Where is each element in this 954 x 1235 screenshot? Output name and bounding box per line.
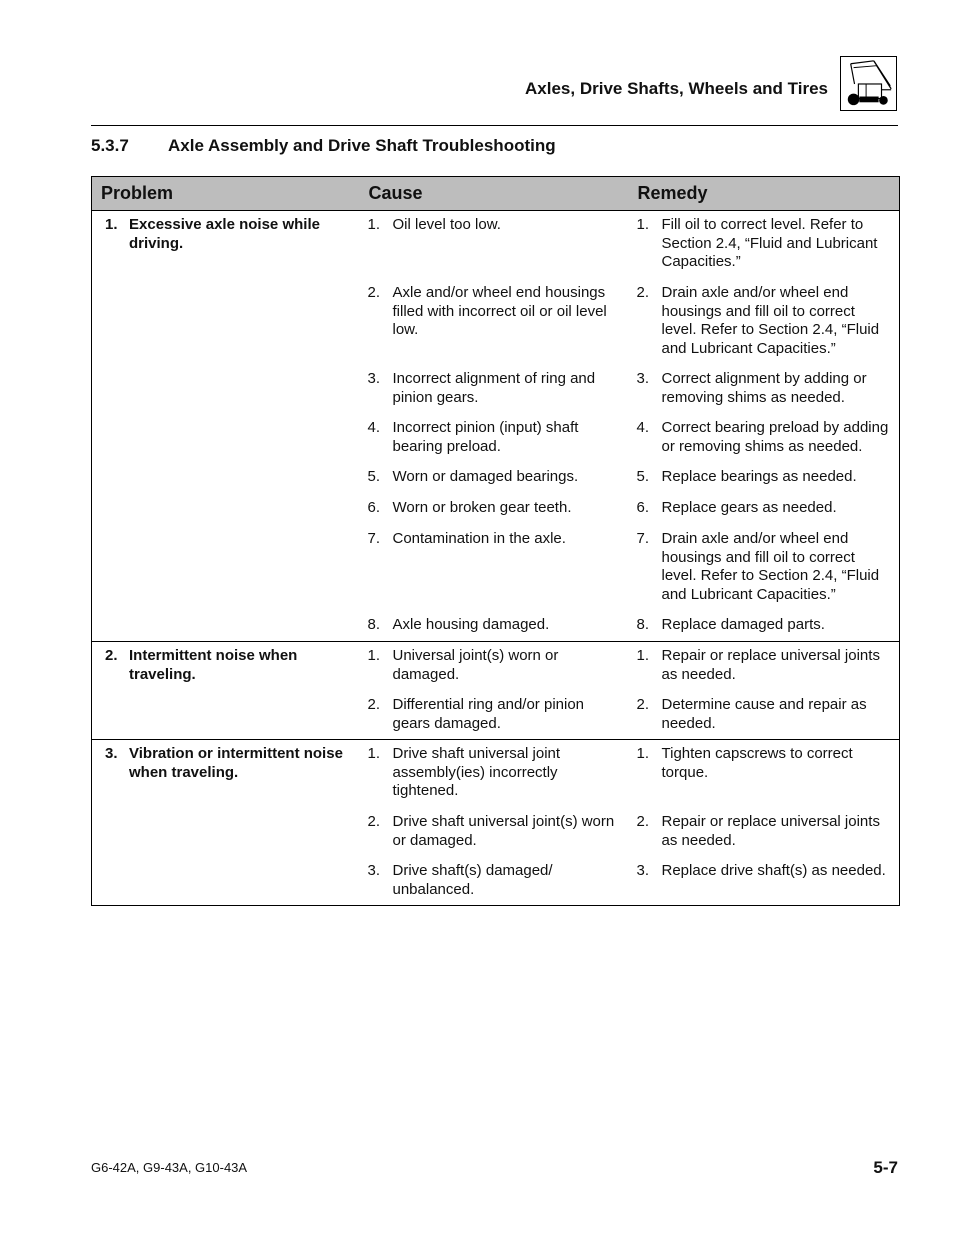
remedy-item [629, 862, 900, 899]
column-header-problem: Problem [92, 177, 360, 211]
remedy-item-text: Replace gears as needed. [661, 499, 837, 516]
remedy-cell [629, 642, 900, 740]
remedy-item-text: Repair or replace universal joints as needed. [661, 647, 880, 683]
problem-line [92, 647, 360, 684]
cause-item-text: Incorrect alignment of ring and pinion gears. [392, 370, 596, 406]
cause-item [360, 813, 629, 850]
cause-cell [360, 740, 629, 906]
header-rule [91, 125, 898, 126]
table-row [92, 740, 900, 906]
remedy-item-text: Drain axle and/or wheel end housings and fill oil to correct level. Refer to Section 2.4, “Fluid and Lubricant Capacities.” [661, 284, 880, 357]
cause-item-text: Axle and/or wheel end housings filled with incorrect oil or oil level low. [392, 284, 607, 338]
header-title: Axles, Drive Shafts, Wheels and Tires [525, 79, 828, 98]
cause-item [360, 499, 629, 518]
cause-item-text: Drive shaft universal joint(s) worn or damaged. [392, 813, 615, 849]
section-heading [91, 136, 556, 156]
section-title: Axle Assembly and Drive Shaft Troubleshooting [168, 136, 556, 155]
cause-item [360, 530, 629, 604]
cause-item-number: 5. [367, 468, 381, 485]
remedy-item-text: Drain axle and/or wheel end housings and fill oil to correct level. Refer to Section 2.4, “Fluid and Lubricant Capacities.” [661, 530, 880, 603]
remedy-item-number: 8. [636, 616, 650, 633]
cause-item-number: 4. [367, 419, 381, 436]
problem-cell [92, 211, 360, 642]
column-header-remedy: Remedy [629, 177, 900, 211]
remedy-item-text: Replace drive shaft(s) as needed. [661, 862, 886, 879]
cause-item-text: Drive shaft universal joint assembly(ies) incorrectly tightened. [392, 745, 561, 799]
remedy-item [629, 530, 900, 604]
cause-item-text: Axle housing damaged. [392, 616, 550, 633]
cause-item-number: 8. [367, 616, 381, 633]
cause-item-number: 1. [367, 745, 381, 762]
problem-number: 2. [105, 647, 118, 664]
section-number: 5.3.7 [91, 136, 129, 155]
troubleshooting-table-wrap [91, 176, 899, 906]
cause-item-text: Contamination in the axle. [392, 530, 566, 547]
cause-item [360, 284, 629, 358]
remedy-item-number: 2. [636, 813, 650, 830]
remedy-item-number: 6. [636, 499, 650, 516]
remedy-item-number: 2. [636, 696, 650, 713]
cause-item-number: 1. [367, 647, 381, 664]
cause-item-number: 7. [367, 530, 381, 547]
problem-text: Intermittent noise when traveling. [129, 647, 298, 683]
cause-item [360, 862, 629, 899]
table-header-row [92, 177, 900, 211]
remedy-item-text: Correct alignment by adding or removing shims as needed. [661, 370, 867, 406]
cause-item-text: Worn or damaged bearings. [392, 468, 579, 485]
cause-cell [360, 211, 629, 642]
remedy-item-number: 1. [636, 745, 650, 762]
remedy-item-text: Repair or replace universal joints as needed. [661, 813, 880, 849]
cause-item-text: Incorrect pinion (input) shaft bearing preload. [392, 419, 579, 455]
remedy-item-number: 3. [636, 370, 650, 387]
problem-line [92, 745, 360, 782]
remedy-item-number: 2. [636, 284, 650, 301]
cause-item [360, 616, 629, 635]
footer-models: G6-42A, G9-43A, G10-43A [91, 1160, 248, 1175]
remedy-item-text: Determine cause and repair as needed. [661, 696, 867, 732]
problem-text: Excessive axle noise while driving. [129, 216, 320, 252]
cause-item [360, 468, 629, 487]
remedy-item-number: 3. [636, 862, 650, 879]
troubleshooting-table [91, 176, 900, 906]
page-number: 5-7 [873, 1158, 898, 1177]
column-header-cause: Cause [360, 177, 629, 211]
remedy-item-text: Replace damaged parts. [661, 616, 825, 633]
remedy-item-number: 5. [636, 468, 650, 485]
remedy-item [629, 696, 900, 733]
cause-item-number: 2. [367, 284, 381, 301]
remedy-item [629, 216, 900, 272]
cause-item-text: Oil level too low. [392, 216, 501, 233]
remedy-item [629, 616, 900, 635]
cause-item [360, 216, 629, 272]
table-row [92, 642, 900, 740]
remedy-item [629, 284, 900, 358]
cause-item-number: 2. [367, 696, 381, 713]
cause-item-text: Drive shaft(s) damaged/ unbalanced. [392, 862, 553, 898]
remedy-item-text: Tighten capscrews to correct torque. [661, 745, 853, 781]
cause-item-text: Differential ring and/or pinion gears damaged. [392, 696, 585, 732]
remedy-cell [629, 211, 900, 642]
cause-item-number: 3. [367, 370, 381, 387]
problem-number: 1. [105, 216, 118, 233]
cause-item-text: Worn or broken gear teeth. [392, 499, 572, 516]
cause-item [360, 647, 629, 684]
cause-item-number: 6. [367, 499, 381, 516]
cause-item-number: 3. [367, 862, 381, 879]
cause-item [360, 370, 629, 407]
remedy-item-text: Replace bearings as needed. [661, 468, 857, 485]
remedy-item [629, 499, 900, 518]
remedy-item [629, 813, 900, 850]
remedy-item-number: 1. [636, 647, 650, 664]
remedy-item-text: Fill oil to correct level. Refer to Section 2.4, “Fluid and Lubricant Capacities.” [661, 216, 878, 270]
remedy-item [629, 419, 900, 456]
remedy-item [629, 370, 900, 407]
problem-cell [92, 740, 360, 906]
remedy-cell [629, 740, 900, 906]
cause-item-number: 1. [367, 216, 381, 233]
problem-text: Vibration or intermittent noise when traveling. [129, 745, 343, 781]
remedy-item [629, 745, 900, 801]
remedy-item-number: 7. [636, 530, 650, 547]
cause-item-number: 2. [367, 813, 381, 830]
cause-item-text: Universal joint(s) worn or damaged. [392, 647, 559, 683]
remedy-item [629, 468, 900, 487]
problem-cell [92, 642, 360, 740]
cause-cell [360, 642, 629, 740]
cause-item [360, 419, 629, 456]
remedy-item-number: 4. [636, 419, 650, 436]
cause-item [360, 745, 629, 801]
problem-number: 3. [105, 745, 118, 762]
cause-item [360, 696, 629, 733]
remedy-item-number: 1. [636, 216, 650, 233]
table-row [92, 211, 900, 642]
remedy-item [629, 647, 900, 684]
problem-line [92, 216, 360, 253]
remedy-item-text: Correct bearing preload by adding or removing shims as needed. [661, 419, 889, 455]
forklift-icon [840, 56, 897, 111]
